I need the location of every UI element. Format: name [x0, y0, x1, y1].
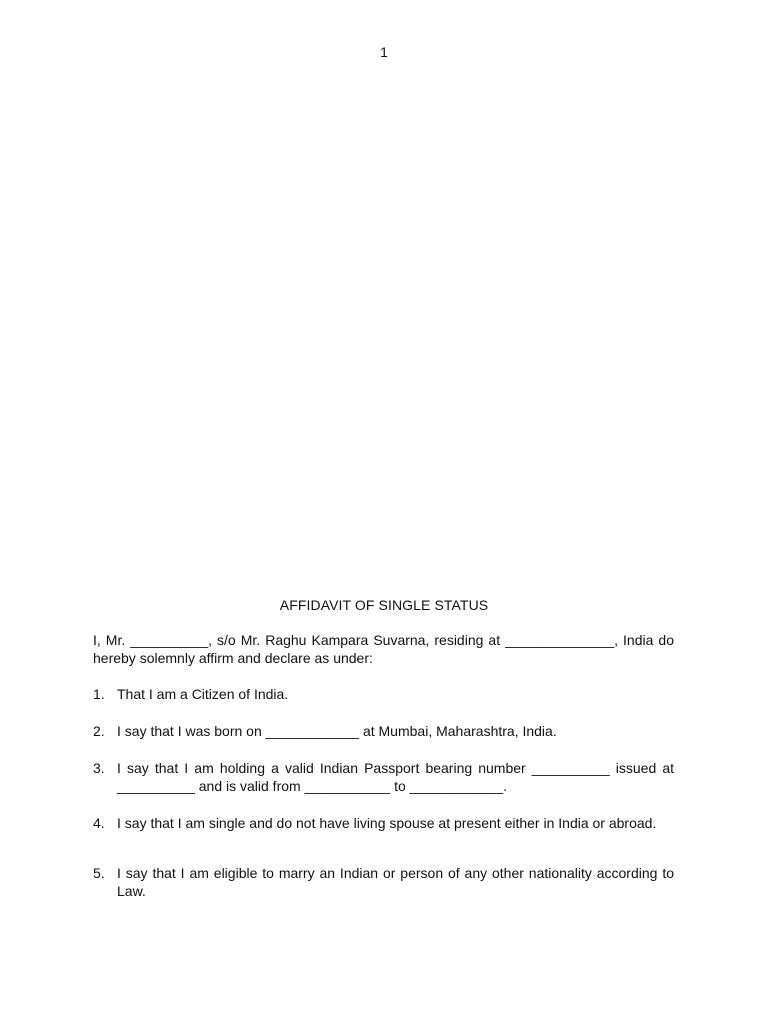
list-item-number: 4. [93, 815, 105, 831]
list-item-text: I say that I am single and do not have living spouse at present either in India or abroad. [117, 815, 657, 831]
list-item-text: I say that I was born on ____________ at Mumbai, Maharashtra, India. [117, 723, 557, 739]
list-item [93, 722, 674, 740]
intro-paragraph: I, Mr. __________, s/o Mr. Raghu Kampara Suvarna, residing at ______________, India do hereby solemnly affirm and declare as under: [93, 632, 674, 666]
list-item-text: I say that I am holding a valid Indian Passport bearing number __________ issued at __________ and is valid from ___________ to ____________. [117, 760, 674, 794]
list-item-number: 3. [93, 760, 105, 776]
list-item [93, 759, 674, 795]
document-title: AFFIDAVIT OF SINGLE STATUS [279, 597, 489, 613]
list-item-number: 2. [93, 723, 105, 739]
list-item-number: 5. [93, 865, 105, 881]
list-item-text: I say that I am eligible to marry an Indian or person of any other nationality according to Law. [117, 865, 674, 899]
list-item [93, 864, 674, 900]
list-item-text: That I am a Citizen of India. [117, 686, 289, 702]
list-item-number: 1. [93, 686, 105, 702]
list-item [93, 685, 674, 703]
list-item [93, 814, 674, 832]
page-number: 1 [380, 44, 388, 60]
